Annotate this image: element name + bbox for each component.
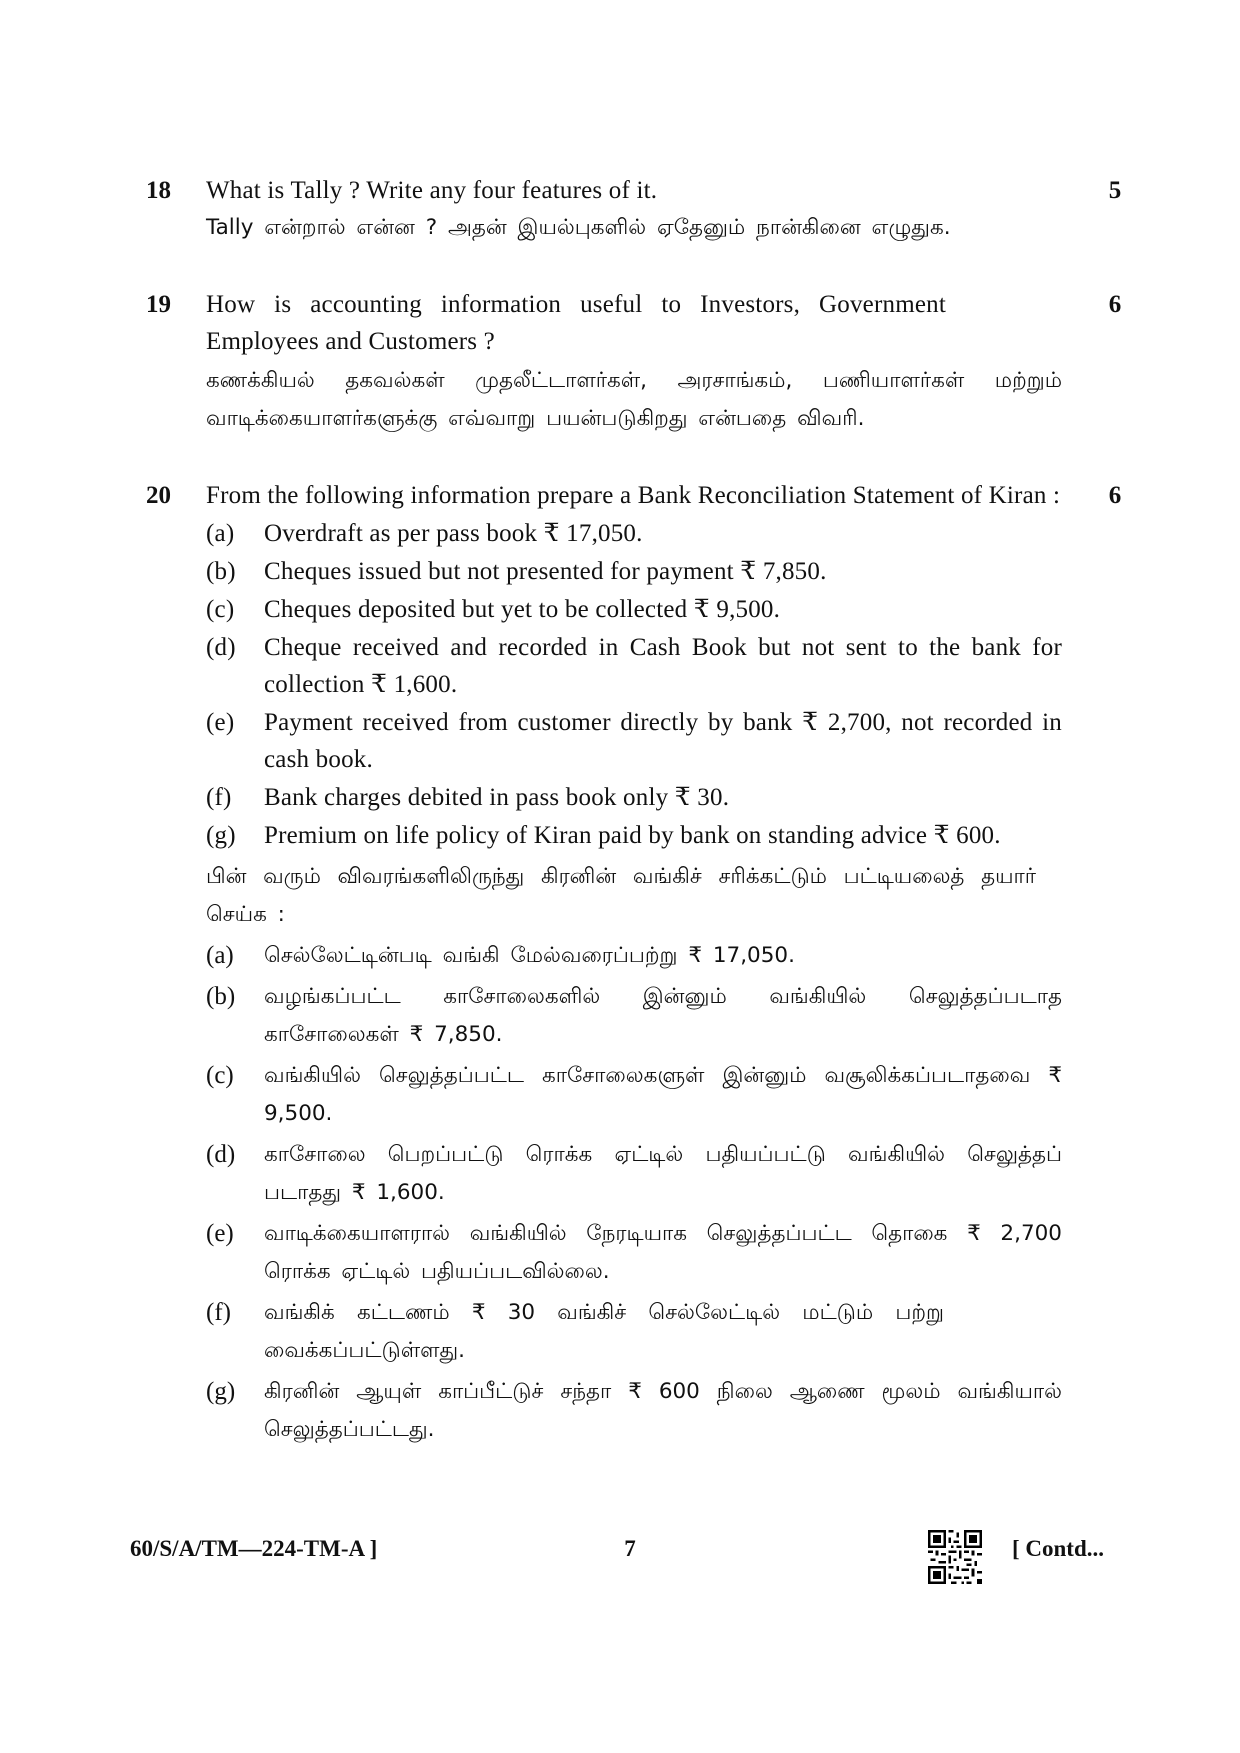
item-label: (a) — [206, 942, 234, 969]
question-text-tamil: கணக்கியல் தகவல்கள் முதலீட்டாளர்கள், அரசாங்கம், பணியாளர்கள் மற்றும் வாடிக்கையாளர்களுக்கு எவ்வாறு பயன்படுகிறது என்பதை விவரி. — [206, 368, 1062, 431]
item-label: (b) — [206, 983, 236, 1010]
item-text: Premium on life policy of Kiran paid by bank on standing advice ₹ 600. — [264, 822, 1001, 849]
question-body — [206, 172, 1062, 247]
item-text: வாடிக்கையாளரால் வங்கியில் நேரடியாக செலுத்தப்பட்ட தொகை ₹ 2,700 ரொக்க ஏட்டில் பதியப்படவில்லை. — [264, 1221, 1062, 1284]
item-text: Overdraft as per pass book ₹ 17,050. — [264, 520, 643, 547]
list-item — [206, 779, 1062, 816]
paper-code: 60/S/A/TM—224-TM-A ] — [130, 1536, 378, 1561]
list-item — [206, 978, 1062, 1054]
list-item — [206, 1136, 1062, 1212]
list-item — [206, 591, 1062, 628]
item-text: வங்கியில் செலுத்தப்பட்ட காசோலைகளுள் இன்னும் வசூலிக்கப்படாதவை ₹ 9,500. — [264, 1063, 1062, 1126]
qr-code-icon — [928, 1530, 982, 1584]
item-label: (f) — [206, 1299, 231, 1326]
question-body — [206, 477, 1062, 1449]
item-label: (e) — [206, 709, 235, 736]
list-item — [206, 515, 1062, 552]
item-label: (d) — [206, 1141, 236, 1168]
item-text: Bank charges debited in pass book only ₹ 30. — [264, 784, 730, 811]
question-number: 18 — [146, 177, 171, 204]
page-footer — [0, 1530, 1240, 1580]
english-item-list — [206, 515, 1062, 854]
list-item — [206, 937, 1062, 975]
item-text: வழங்கப்பட்ட காசோலைகளில் இன்னும் வங்கியில் செலுத்தப்படாத காசோலைகள் ₹ 7,850. — [264, 984, 1062, 1047]
list-item — [206, 704, 1062, 778]
item-label: (c) — [206, 596, 235, 623]
tamil-item-list — [206, 937, 1062, 1449]
item-label: (d) — [206, 634, 236, 661]
item-label: (c) — [206, 1062, 234, 1089]
question-number: 20 — [146, 482, 171, 509]
item-text: செல்லேட்டின்படி வங்கி மேல்வரைப்பற்று ₹ 17,050. — [264, 943, 795, 968]
item-label: (f) — [206, 784, 232, 811]
continued-note: [ Contd... — [1012, 1536, 1105, 1561]
list-item — [206, 1057, 1062, 1133]
list-item — [206, 553, 1062, 590]
question-marks: 6 — [1108, 482, 1122, 509]
list-item — [206, 1215, 1062, 1291]
item-label: (g) — [206, 822, 236, 849]
item-text: Cheques deposited but yet to be collected ₹ 9,500. — [264, 596, 781, 623]
item-text: Cheques issued but not presented for payment ₹ 7,850. — [264, 558, 827, 585]
item-text: வங்கிக் கட்டணம் ₹ 30 வங்கிச் செல்லேட்டில் மட்டும் பற்று வைக்கப்பட்டுள்ளது. — [264, 1300, 944, 1363]
item-text: Cheque received and recorded in Cash Book but not sent to the bank for collection ₹ 1,600. — [264, 634, 1062, 698]
item-label: (e) — [206, 1220, 234, 1247]
question-body — [206, 286, 946, 360]
question-marks: 5 — [1108, 177, 1122, 204]
item-label: (a) — [206, 520, 235, 547]
list-item — [206, 817, 1062, 854]
list-item — [206, 1373, 1062, 1449]
item-label: (g) — [206, 1378, 236, 1405]
question-marks: 6 — [1108, 291, 1122, 318]
list-item — [206, 1294, 1062, 1370]
question-text-tamil: Tally என்றால் என்ன ? அதன் இயல்புகளில் ஏதேனும் நான்கினை எழுதுக. — [206, 215, 951, 240]
item-text: காசோலை பெறப்பட்டு ரொக்க ஏட்டில் பதியப்பட்டு வங்கியில் செலுத்தப் படாதது ₹ 1,600. — [264, 1142, 1062, 1205]
question-number: 19 — [146, 291, 171, 318]
question-body-tamil — [206, 362, 1062, 438]
list-item — [206, 629, 1062, 703]
question-text-english: What is Tally ? Write any four features of it. — [206, 177, 658, 204]
question-intro-tamil: பின் வரும் விவரங்களிலிருந்து கிரனின் வங்கிச் சரிக்கட்டும் பட்டியலைத் தயார் செய்க : — [206, 864, 1036, 927]
item-text: Payment received from customer directly by bank ₹ 2,700, not recorded in cash book. — [264, 709, 1062, 773]
item-label: (b) — [206, 558, 236, 585]
item-text: கிரனின் ஆயுள் காப்பீட்டுச் சந்தா ₹ 600 நிலை ஆணை மூலம் வங்கியால் செலுத்தப்பட்டது. — [264, 1379, 1062, 1442]
page-number: 7 — [624, 1536, 636, 1561]
question-intro-english: From the following information prepare a Bank Reconciliation Statement of Kiran : — [206, 482, 1061, 509]
question-text-english: How is accounting information useful to Investors, Government Employees and Customers ? — [206, 291, 946, 355]
